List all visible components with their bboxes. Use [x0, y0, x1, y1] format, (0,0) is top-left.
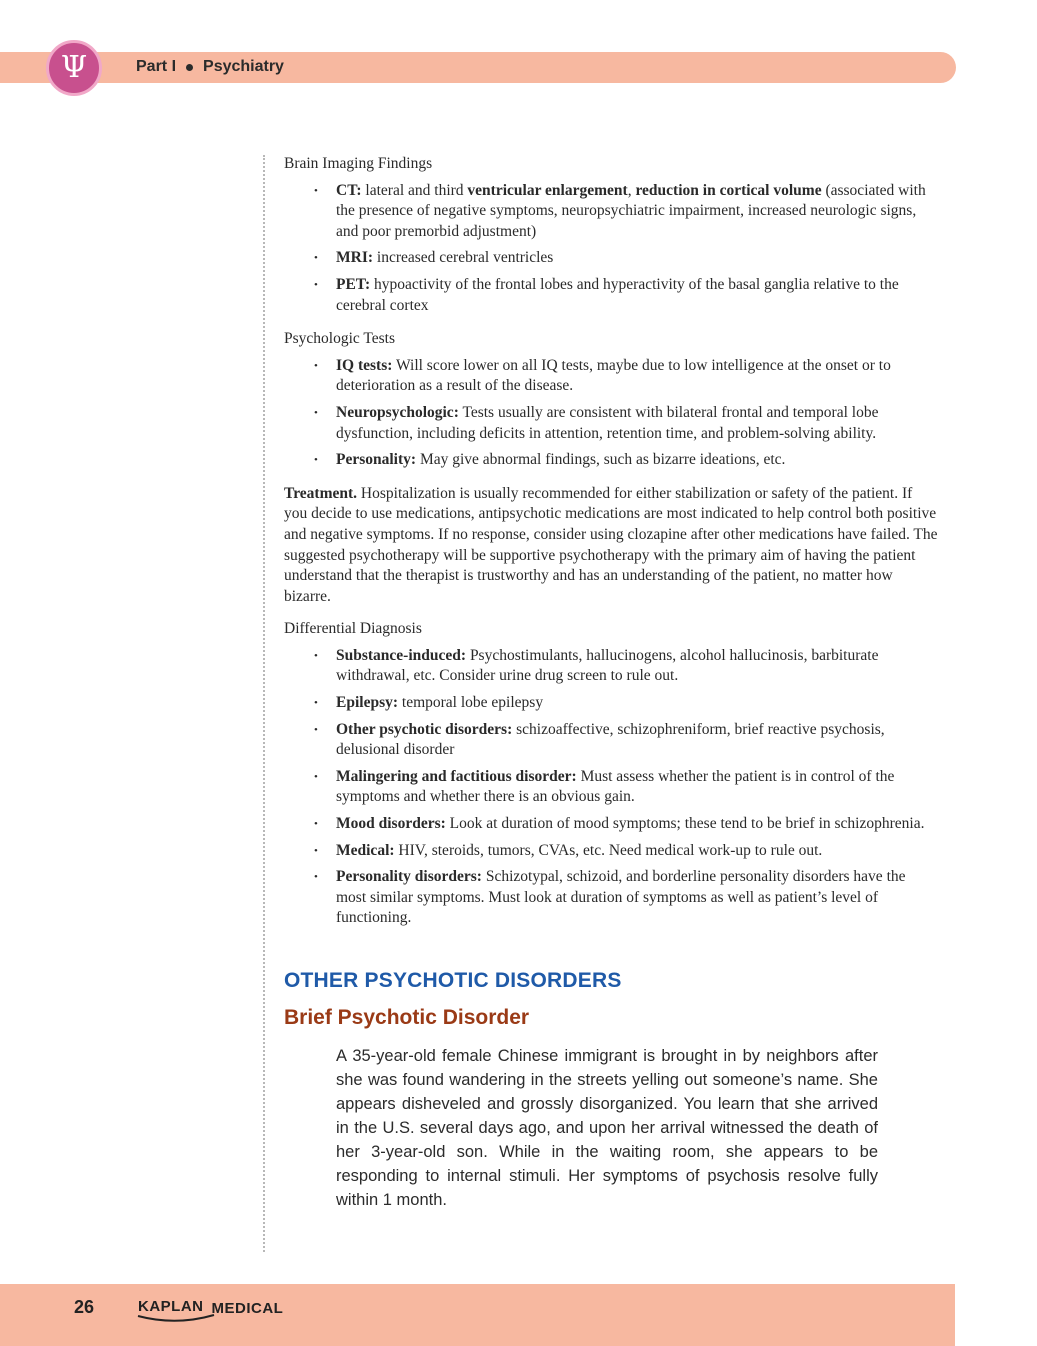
list-item [336, 767, 939, 808]
list-item [336, 720, 939, 761]
list-item [336, 693, 939, 714]
item-term: MRI: [336, 249, 374, 267]
item-term: Neuropsychologic: [336, 403, 459, 421]
item-term: IQ tests: [336, 356, 393, 374]
item-term: Substance-induced: [336, 646, 467, 664]
item-term: Medical: [336, 841, 395, 859]
psych-tests-heading: Psychologic Tests [284, 330, 396, 348]
list-item [336, 646, 939, 687]
bullet-dot-icon [186, 64, 193, 71]
item-term: PET: [336, 275, 371, 293]
list-item [336, 248, 939, 269]
item-term: CT: [336, 181, 362, 199]
list-item [336, 841, 939, 862]
brand-kaplan-text: KAPLAN [138, 1298, 204, 1315]
psych-tests-list [284, 356, 939, 471]
list-item [336, 867, 939, 929]
treatment-text: Hospitalization is usually recommended for either stabilization or safety of the patient. If you decide to use medications, antipsychotic medications are most indicated to help control both positive and negative symptoms. If no response, consider using clozapine after other medications have failed. The suggested psychotherapy will be supportive psychotherapy with the primary aim of having the patient understand that the therapist is trustworthy and has an understanding of the patient, no matter how bizarre. [284, 484, 938, 605]
item-term: ventricular enlargement [467, 181, 628, 199]
item-text: Schizotypal, schizoid, and borderline personality disorders have the most similar symptoms. Must look at duration of symptoms as well as patient’s level of functioning. [336, 868, 906, 927]
case-vignette: A 35-year-old female Chinese immigrant is brought in by neighbors after she was found wandering in the streets yelling out someone’s name. She appears disheveled and grossly disorganized. You learn that she arrived in the U.S. several days ago, and upon her arrival witnessed the death of her 3-year-old son. While in the waiting room, she appears to be responding to internal stimuli. Her symptoms of psychosis resolve fully within 1 month. [336, 1047, 878, 1210]
item-text: Look at duration of mood symptoms; these tend to be brief in schizophrenia. [445, 815, 925, 833]
breadcrumb [136, 58, 284, 76]
treatment-paragraph [284, 484, 939, 608]
item-text: temporal lobe epilepsy [398, 694, 544, 712]
swoosh-icon [136, 1314, 216, 1324]
list-item [336, 275, 939, 316]
brand-kaplan [138, 1298, 204, 1318]
differential-heading: Differential Diagnosis [284, 620, 422, 638]
item-text: HIV, steroids, tumors, CVAs, etc. Need medical work-up to rule out. [394, 841, 823, 859]
item-text: lateral and third [361, 181, 468, 199]
item-term: Personality disorders: [336, 868, 482, 886]
item-text: Tests usually are consistent with bilateral frontal and temporal lobe dysfunction, including deficits in attention, retention time, and problem-solving ability. [336, 403, 879, 442]
item-term: Epilepsy: [336, 694, 399, 712]
section-title: OTHER PSYCHOTIC DISORDERS [284, 969, 622, 992]
list-item [336, 181, 939, 243]
differential-list [284, 646, 939, 929]
list-item [336, 403, 939, 444]
list-item [336, 356, 939, 397]
item-text: (associated with the presence of negative symptoms, neuropsychiatric impairment, increased neurologic signs, and poor premorbid adjustment) [336, 181, 926, 240]
list-item [336, 450, 939, 471]
kaplan-medical-logo [138, 1298, 283, 1318]
brand-medical-text: MEDICAL [211, 1299, 284, 1317]
list-item [336, 814, 939, 835]
treatment-label: Treatment. [284, 484, 358, 502]
brain-imaging-heading: Brain Imaging Findings [284, 155, 433, 172]
item-text: schizoaffective, schizophreniform, brief reactive psychosis, delusional disorder [336, 720, 885, 759]
breadcrumb-part: Part I [136, 58, 177, 75]
item-text: hypoactivity of the frontal lobes and hyperactivity of the basal ganglia relative to the cerebral cortex [336, 275, 899, 314]
brain-imaging-list [284, 181, 939, 317]
item-term: Other psychotic disorders: [336, 720, 513, 738]
psi-logo-icon: Ψ [46, 40, 102, 96]
item-text: , [627, 181, 636, 199]
main-content [284, 154, 939, 1212]
item-term: reduction in cortical volume [635, 181, 822, 199]
item-term: Personality: [336, 451, 417, 469]
item-text: May give abnormal findings, such as bizarre ideations, etc. [416, 451, 786, 469]
item-text: increased cerebral ventricles [373, 249, 554, 267]
item-text: Psychostimulants, hallucinogens, alcohol hallucinosis, barbiturate withdrawal, etc. Consider urine drug screen to rule out. [336, 646, 879, 685]
page-number: 26 [74, 1297, 95, 1317]
item-term: Mood disorders: [336, 815, 446, 833]
margin-divider [263, 155, 265, 1252]
item-term: Malingering and factitious disorder: [336, 767, 577, 785]
subsection-title: Brief Psychotic Disorder [284, 1005, 530, 1029]
item-text: Must assess whether the patient is in control of the symptoms and whether there is an obvious gain. [336, 767, 895, 806]
item-text: Will score lower on all IQ tests, maybe due to low intelligence at the onset or to deterioration as a result of the disease. [336, 356, 891, 395]
breadcrumb-subject: Psychiatry [203, 58, 284, 75]
